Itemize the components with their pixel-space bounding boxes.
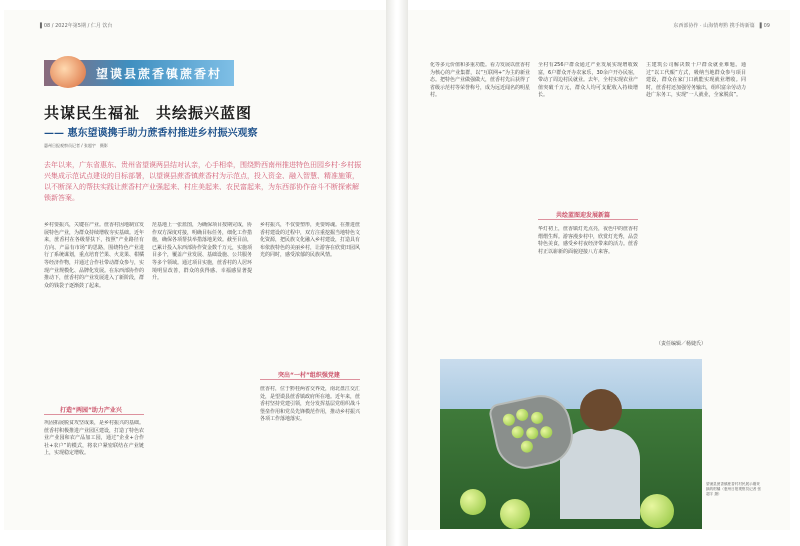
left-col2-text: 范基地上一张蓝图，为确保项目按期完成，协作双方深度对接，明确目标任务，细化工作措施，确保各项帮扶举措落地见效。截至目前，已累计投入东西部协作资金数千万元，实施项目多个，覆盖产业发展、基础设施、公共服务等多个领域。通过项目实施，蔗香村的人居环境明显改善，群众的获得感、幸福感显著提升。	[152, 222, 252, 282]
photo-caption: 望谟县蔗香镇蔗香村村民展示刚采摘的柑橘（惠州日报观察员记者 张超宇 摄）	[706, 482, 762, 496]
citrus-fruit	[500, 499, 530, 529]
section-rule	[538, 219, 638, 220]
banner-title: 望谟县蔗香镇蔗香村	[96, 67, 223, 81]
farmer-photo	[440, 359, 702, 529]
left-col1	[44, 222, 144, 390]
handshake-icon	[50, 56, 86, 88]
citrus-fruit	[460, 489, 486, 515]
left-col1b-text: 巩固拓展脱贫攻坚成果，是乡村振兴的基础。蔗香村积极推进产业园区建设，打造了特色农业产业园和农产品加工园，通过“企业+合作社+农户”的模式，将农户紧密联结在产业链上，实现稳定增收。	[44, 420, 144, 457]
left-col3	[260, 222, 360, 362]
right-col2-section-title: 共绘蓝图迎发展新篇	[556, 212, 611, 219]
citrus-fruit	[502, 413, 516, 427]
right-col3-text: 主建筑公司解决数十户群众就业难题。通过“以工代赈”方式，吸纳当地群众参与项目建设，群众在家门口就能实现就业增收。同时，蔗香村还加强劳务输出，组织富余劳动力赴广东务工，实现“一人就业，全家脱贫”。	[646, 62, 746, 99]
article-headline: 共谋民生福祉 共绘振兴蓝图	[44, 104, 253, 122]
left-col2	[152, 222, 252, 520]
citrus-fruit	[530, 411, 544, 425]
right-col1-text: 化等多元价值和多重功能。看力发展以蔗香村为核心的产业集群，以“互联网+”为主的新业态。把特色产业做强做大，蔗香村先后获得了省级示范村等荣誉称号，成为远近闻名的明星村。	[430, 62, 530, 99]
farmer-head	[580, 389, 622, 431]
section-rule	[260, 379, 360, 380]
article-banner	[44, 60, 234, 86]
right-col2b-text: 华灯初上，蔗香镇灯光点亮，夜色中的蔗香村熠熠生辉。游客漫步村中，欣赏灯光秀，品尝特色美食，感受乡村夜经济带来的活力。蔗香村正以崭新的面貌迎接八方来客。	[538, 226, 638, 255]
left-col1b	[44, 420, 144, 520]
page-gutter	[386, 0, 408, 546]
left-col3-section-title: 突出“一村”组织强党建	[278, 372, 340, 379]
left-col3b	[260, 386, 360, 520]
right-col3	[646, 62, 746, 332]
right-col2-text: 全村有256户群众通过产业发展实现增收致富，6户群众开办农家乐，30余户开办民宿，带动了周边村民就业。去年，全村实现农业产值突破千万元，群众人均可支配收入持续增长。	[538, 62, 638, 99]
article-subhead: —— 惠东望谟携手助力蔗香村推进乡村振兴观察	[44, 128, 258, 139]
left-col1-text: 乡村要振兴，关键在产业。蔗香村因地制宜发展特色产业，为群众持续增收夯实基础。近年来，蔗香村在各级帮扶下，按照“产业路径有方向、产品有市场”的思路，围绕特色产业进行了系统谋划，重点培育芒果、火龙果、柑橘等经济作物，并通过合作社带动群众参与，实现产业规模化、品牌化发展。在东西部协作的推动下，蔗香村的产业发展进入了新阶段，群众的钱袋子逐渐鼓了起来。	[44, 222, 144, 289]
left-folio: ▌08 / 2022年第5期 / 仁月 饮台	[40, 23, 113, 29]
citrus-fruit	[640, 494, 674, 528]
right-col2	[538, 62, 638, 202]
left-col3b-text: 蔗香村，位于黔桂两省交界处，南北盘江交汇处，是望谟县蔗香镇政府所在地。近年来，蔗香村坚持党建引领，充分发挥基层党组织战斗堡垒作用和党员先锋模范作用，推动乡村振兴各项工作落地落实。	[260, 386, 360, 423]
section-rule	[44, 414, 144, 415]
citrus-fruit	[511, 425, 525, 439]
left-col3-text: 乡村振兴，不仅要塑形，更要铸魂。在推进蔗香村建设的过程中，双方注重挖掘当地特色文化资源，把民族文化融入乡村建设，打造具有布依族特色的美丽乡村，让游客在欣赏田园风光的同时，感受浓郁的民族风情。	[260, 222, 360, 259]
citrus-fruit	[539, 425, 553, 439]
citrus-fruit	[515, 408, 529, 422]
right-folio: 东西部协作 · 山海情粤黔 携手铸新篇 ▌09	[673, 23, 770, 29]
citrus-fruit	[520, 439, 534, 453]
article-byline: 惠州日报观察员记者 / 张超宇 摄影	[44, 143, 108, 148]
left-col1-section-title: 打造“两园”助力产业兴	[60, 407, 122, 414]
right-col2b	[538, 226, 638, 352]
citrus-fruit	[525, 426, 539, 440]
editor-credit: （责任编辑／杨婕氏）	[656, 341, 707, 347]
article-lead: 去年以来，广东省惠东、贵州省望谟两县结对认亲，心手相牵，围绕黔西南州推进特色田园乡村·乡村振兴集成示范试点建设的目标部署，以望谟县蔗香镇蔗香村为示范点，投入资金、融入智慧、精准施策，以不断深入的帮扶实践让蔗香村产业强起来、村庄美起来、农民富起来，为东西部协作奋斗不断探索解锁新答案。	[44, 161, 362, 202]
right-col1	[430, 62, 530, 352]
